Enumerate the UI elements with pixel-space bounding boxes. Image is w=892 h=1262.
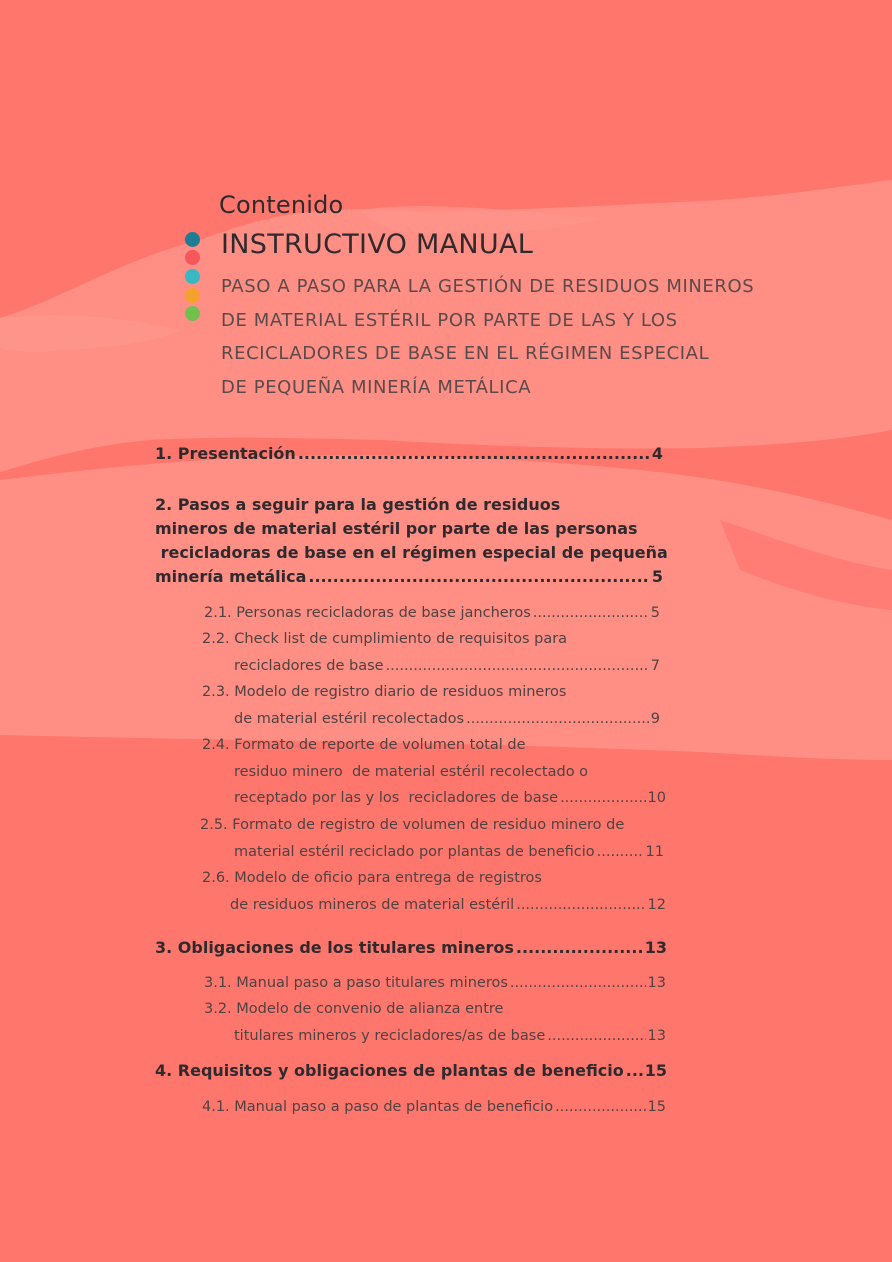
toc-subentry-2-5[interactable] — [200, 812, 664, 865]
toc-subentry-2-3[interactable] — [202, 679, 660, 732]
toc-subentry-2-1[interactable] — [204, 600, 660, 627]
leader-dots — [466, 706, 649, 733]
toc-page-number: 7 — [650, 657, 660, 674]
toc-label: 4. Requisitos y obligaciones de plantas de beneficio — [155, 1061, 624, 1080]
leader-dots — [510, 970, 646, 997]
toc-label-line: material estéril reciclado por plantas de beneficio — [234, 843, 595, 860]
toc-entry-pasos-a-seguir[interactable] — [155, 493, 668, 589]
manual-subtitle — [221, 270, 781, 404]
toc-subentry-4-1[interactable] — [202, 1094, 666, 1121]
leader-dots — [560, 785, 645, 812]
leader-dots — [386, 653, 649, 680]
toc-label: 1. Presentación — [155, 444, 296, 463]
toc-label-line: recicladores de base — [234, 657, 384, 674]
toc-page-number: 5 — [651, 567, 663, 586]
toc-label-line: 2.3. Modelo de registro diario de residuos mineros — [202, 684, 567, 700]
leader-dots — [555, 1094, 645, 1121]
decorative-dot-teal-dark — [185, 232, 200, 247]
toc-subentry-2-2[interactable] — [202, 626, 660, 679]
contents-heading: Contenido — [219, 191, 344, 219]
toc-label-line: receptado por las y los recicladores de base — [234, 790, 559, 806]
decorative-dot-green — [185, 306, 200, 321]
toc-page-number: 13 — [644, 938, 667, 957]
toc-label-line: 2.4. Formato de reporte de volumen total de — [202, 737, 526, 753]
toc-page-number: 15 — [644, 1061, 667, 1080]
decorative-dot-red — [185, 250, 200, 265]
toc-label-line: 2.2. Check list de cumplimiento de requisitos para — [202, 631, 568, 647]
manual-title: INSTRUCTIVO MANUAL — [221, 229, 534, 260]
subtitle-line: DE MATERIAL ESTÉRIL POR PARTE DE LAS Y LOS — [221, 309, 678, 331]
toc-page-number: 4 — [651, 444, 663, 463]
leader-dots — [533, 600, 649, 627]
toc-entry-requisitos-plantas[interactable] — [155, 1059, 667, 1083]
toc-subentry-2-4[interactable] — [202, 732, 666, 812]
toc-label-line: titulares mineros y recicladores/as de base — [234, 1027, 546, 1044]
toc-page-number: 5 — [650, 605, 660, 621]
toc-page-number: 12 — [647, 896, 666, 913]
toc-page-number: 11 — [645, 843, 664, 860]
toc-page-number: 9 — [650, 710, 660, 727]
toc-page-number: 13 — [647, 1027, 666, 1044]
leader-dots — [298, 442, 650, 466]
leader-dots — [516, 936, 643, 960]
toc-label-line: minería metálica — [155, 567, 307, 586]
toc-label-line: 2.6. Modelo de oficio para entrega de registros — [202, 870, 542, 886]
toc-label-line: 2.5. Formato de registro de volumen de residuo minero de — [200, 817, 625, 833]
toc-label-line: residuo minero de material estéril recolectado o — [234, 763, 589, 780]
leader-dots — [516, 892, 645, 919]
toc-label-line: recicladoras de base en el régimen especial de pequeña — [155, 543, 668, 562]
decorative-dot-orange — [185, 288, 200, 303]
subtitle-line: RECICLADORES DE BASE EN EL RÉGIMEN ESPECIAL — [221, 343, 710, 364]
toc-label-line: de material estéril recolectados — [234, 710, 465, 727]
toc-subentry-3-2[interactable] — [204, 996, 666, 1049]
leader-dots — [597, 839, 644, 866]
toc-page-number: 13 — [647, 975, 666, 991]
toc-label-line: 2. Pasos a seguir para la gestión de residuos — [155, 495, 561, 514]
leader-dots — [547, 1023, 645, 1050]
decorative-dot-cyan — [185, 269, 200, 284]
subtitle-line: DE PEQUEÑA MINERÍA METÁLICA — [221, 376, 532, 398]
toc-label-line: de residuos mineros de material estéril — [230, 896, 515, 913]
toc-label-line: 3.2. Modelo de convenio de alianza entre — [204, 1001, 504, 1017]
leader-dots — [626, 1059, 643, 1083]
toc-label: 3.1. Manual paso a paso titulares mineros — [204, 975, 508, 991]
toc-subentry-2-6[interactable] — [202, 865, 666, 918]
toc-entry-obligaciones-titulares[interactable] — [155, 936, 667, 960]
subtitle-line: PASO A PASO PARA LA GESTIÓN DE RESIDUOS MINEROS — [221, 276, 755, 297]
leader-dots — [308, 565, 650, 589]
toc-page-number: 15 — [647, 1099, 666, 1115]
toc-page-number: 10 — [647, 790, 666, 806]
toc-label: 2.1. Personas recicladoras de base jancheros — [204, 605, 531, 621]
toc-subentry-3-1[interactable] — [204, 970, 666, 997]
toc-label-line: mineros de material estéril por parte de las personas — [155, 519, 638, 538]
toc-entry-presentacion[interactable] — [155, 442, 663, 466]
toc-label: 3. Obligaciones de los titulares mineros — [155, 938, 514, 957]
toc-label: 4.1. Manual paso a paso de plantas de beneficio — [202, 1099, 554, 1115]
